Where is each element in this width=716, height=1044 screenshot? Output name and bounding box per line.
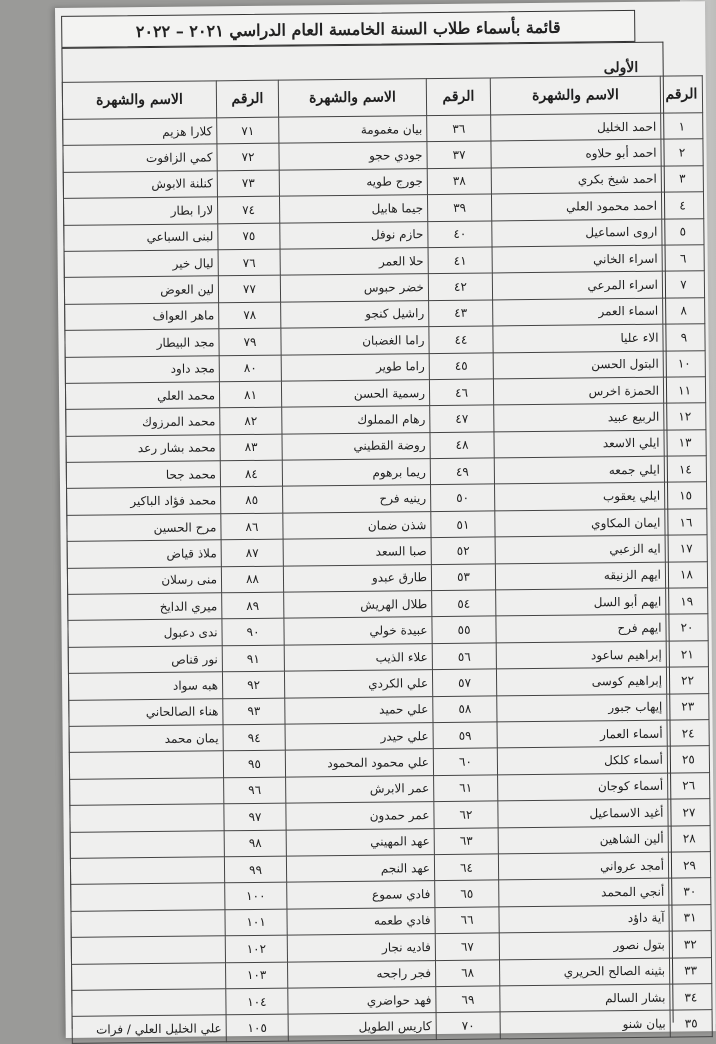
student-number: ٢٥ xyxy=(667,746,709,773)
student-name: محمد جحا xyxy=(66,461,220,489)
student-number: ٣٣ xyxy=(669,957,711,984)
student-number: ٩١ xyxy=(222,645,284,672)
student-number: ١٠٣ xyxy=(226,962,288,989)
student-name: عهد النجم xyxy=(286,855,434,883)
student-name: رينيه فرح xyxy=(283,485,431,513)
student-number: ٢ xyxy=(661,139,703,166)
student-number: ٨١ xyxy=(219,381,281,408)
student-name: ليال خير xyxy=(64,250,218,278)
student-number: ٣٦ xyxy=(427,115,491,142)
student-name xyxy=(69,751,223,779)
student-number: ٨٩ xyxy=(222,592,284,619)
student-number: ٣٧ xyxy=(427,141,491,168)
student-name: محمد المرزوك xyxy=(66,408,220,436)
student-name: محمد العلي xyxy=(65,382,219,410)
student-number: ٨٨ xyxy=(221,566,283,593)
student-name: رهام المملوك xyxy=(282,406,430,434)
student-name: فاديه نجار xyxy=(287,934,435,962)
document-sheet xyxy=(55,1,716,1038)
student-number: ٢١ xyxy=(666,641,708,668)
student-name: مجد داود xyxy=(65,355,219,383)
student-number: ٩٩ xyxy=(224,856,286,883)
student-name: شذن ضمان xyxy=(283,511,431,539)
student-number: ٦٤ xyxy=(434,854,498,881)
student-name: فادي طعمه xyxy=(287,907,435,935)
student-name: علي الكردي xyxy=(284,670,432,698)
student-number: ٤١ xyxy=(428,247,492,274)
student-name: ايهم الزنيقه xyxy=(495,562,665,590)
student-name: خضر حبوس xyxy=(280,274,428,302)
student-number: ٣٢ xyxy=(669,931,711,958)
student-name: علي حيدر xyxy=(285,723,433,751)
student-name: ايمان المكاوي xyxy=(495,509,665,537)
table-row xyxy=(72,1010,712,1043)
student-name: فهد حواضري xyxy=(288,986,436,1014)
student-name: أسماء كلكل xyxy=(497,747,667,775)
header-name: الاسم والشهرة xyxy=(62,81,216,120)
student-name xyxy=(70,804,224,832)
student-number: ١٠٥ xyxy=(226,1014,288,1041)
student-number: ٢٦ xyxy=(668,772,710,799)
student-number: ٣٨ xyxy=(427,168,491,195)
student-number: ٢٠ xyxy=(666,614,708,641)
student-number: ٣٩ xyxy=(427,194,491,221)
student-name: راشيل كنجو xyxy=(281,300,429,328)
student-number: ١٠ xyxy=(663,350,705,377)
student-name: لارا بطار xyxy=(63,197,217,225)
student-number: ١٠١ xyxy=(225,909,287,936)
student-number: ٢٣ xyxy=(667,693,709,720)
student-number: ٤٠ xyxy=(428,221,492,248)
student-number: ٤٩ xyxy=(430,458,494,485)
student-name: كاريس الطويل xyxy=(288,1013,436,1041)
student-number: ٧٢ xyxy=(217,144,279,171)
student-name xyxy=(70,778,224,806)
student-number: ٩٧ xyxy=(224,803,286,830)
student-name: جودي حجو xyxy=(279,142,427,170)
student-number: ٦ xyxy=(662,245,704,272)
student-name: يمان محمد xyxy=(69,725,223,753)
student-number: ٥١ xyxy=(431,511,495,538)
student-number: ٨٣ xyxy=(220,434,282,461)
student-number: ٦٨ xyxy=(435,959,499,986)
student-name: راما الغضبان xyxy=(281,327,429,355)
header-number: الرقم xyxy=(216,80,278,118)
student-name: احمد أبو حلاوه xyxy=(491,140,661,168)
student-name: إبراهيم ساعود xyxy=(496,641,666,669)
student-number: ٦٣ xyxy=(434,827,498,854)
student-number: ٧٣ xyxy=(217,170,279,197)
student-number: ٩ xyxy=(663,324,705,351)
student-number: ٨٠ xyxy=(219,355,281,382)
student-number: ٨٤ xyxy=(220,460,282,487)
student-name: بشار السالم xyxy=(500,984,670,1012)
student-name: عبيدة خولي xyxy=(284,617,432,645)
student-number: ٧٠ xyxy=(436,1012,500,1039)
student-name: منى رسلان xyxy=(67,566,221,594)
header-number: الرقم xyxy=(660,76,702,113)
header-name: الاسم والشهرة xyxy=(490,76,660,115)
student-name xyxy=(71,883,225,911)
student-number: ٨٢ xyxy=(220,407,282,434)
student-name: علاء الذيب xyxy=(284,643,432,671)
student-name: ندى دعبول xyxy=(68,619,222,647)
student-name: ألين الشاهين xyxy=(498,826,668,854)
student-number: ٦٥ xyxy=(435,880,499,907)
student-number: ١٠٢ xyxy=(225,935,287,962)
student-number: ٦٩ xyxy=(436,986,500,1013)
student-name: لبنى السباعي xyxy=(64,223,218,251)
student-name: اسماء العمر xyxy=(493,298,663,326)
student-number: ٢٨ xyxy=(668,825,710,852)
student-number: ١٠٤ xyxy=(226,988,288,1015)
student-name: صبا السعد xyxy=(283,538,431,566)
student-name: احمد محمود العلي xyxy=(491,192,661,220)
student-name: ايه الزعبي xyxy=(495,535,665,563)
student-name: كمي الزافوت xyxy=(63,144,217,172)
student-name: علي حميد xyxy=(285,696,433,724)
student-name: مجد البيطار xyxy=(65,329,219,357)
student-name: محمد بشار رعد xyxy=(66,434,220,462)
student-number: ٩٨ xyxy=(224,830,286,857)
student-number: ٧٧ xyxy=(218,275,280,302)
student-name: لين العوض xyxy=(64,276,218,304)
student-name xyxy=(72,989,226,1017)
document-title: قائمة بأسماء طلاب السنة الخامسة العام الدراسي ٢٠٢١ – ٢٠٢٢ xyxy=(61,10,635,48)
student-number: ١٣ xyxy=(664,429,706,456)
student-number: ٤ xyxy=(661,192,703,219)
student-number: ١٧ xyxy=(665,535,707,562)
student-name: بيان مغمومة xyxy=(279,116,427,144)
student-number: ٩٦ xyxy=(224,777,286,804)
student-number: ١ xyxy=(661,113,703,140)
student-name: نور قناص xyxy=(68,646,222,674)
student-name: أسماء العمار xyxy=(497,720,667,748)
student-number: ١٢ xyxy=(664,403,706,430)
student-name: اروى اسماعيل xyxy=(492,219,662,247)
student-number: ٥٣ xyxy=(431,564,495,591)
student-name: أمجد عرواني xyxy=(498,852,668,880)
student-name: مرح الحسين xyxy=(67,514,221,542)
student-number: ٤٢ xyxy=(428,273,492,300)
student-number: ٤٨ xyxy=(430,432,494,459)
section-label: الأولى xyxy=(603,59,639,77)
student-name: احمد شيخ بكري xyxy=(491,166,661,194)
student-number: ٥ xyxy=(662,218,704,245)
student-name: كلارا هزيم xyxy=(63,118,217,146)
student-number: ٨٧ xyxy=(221,539,283,566)
student-number: ٨٥ xyxy=(221,487,283,514)
student-name: راما طوير xyxy=(281,353,429,381)
student-name xyxy=(71,909,225,937)
student-number: ٣١ xyxy=(669,904,711,931)
student-number: ٥٤ xyxy=(432,590,496,617)
student-name: هبه سواد xyxy=(68,672,222,700)
student-name: اسراء الخاني xyxy=(492,245,662,273)
student-name: جيما هابيل xyxy=(279,195,427,223)
student-number: ٦٢ xyxy=(434,801,498,828)
student-number: ١٦ xyxy=(665,509,707,536)
student-number: ٧٤ xyxy=(217,196,279,223)
student-number: ٦١ xyxy=(434,775,498,802)
student-name: ايلي الاسعد xyxy=(494,430,664,458)
student-number: ٢٧ xyxy=(668,799,710,826)
student-name: الاء عليا xyxy=(493,324,663,352)
student-name: حازم نوفل xyxy=(280,221,428,249)
student-name: البتول الحسن xyxy=(493,351,663,379)
student-name: بثينه الصالح الحريري xyxy=(499,958,669,986)
student-name: بيان شنو xyxy=(500,1010,670,1038)
student-number: ١٠٠ xyxy=(225,882,287,909)
student-number: ٨ xyxy=(663,297,705,324)
student-name: كنلنة الابوش xyxy=(63,171,217,199)
student-name: طارق عبدو xyxy=(283,564,431,592)
student-name: ايلي جمعه xyxy=(494,456,664,484)
header-number: الرقم xyxy=(426,78,490,116)
student-number: ٦٦ xyxy=(435,907,499,934)
student-name: جورج طويه xyxy=(279,168,427,196)
student-name: ايهم أبو السل xyxy=(496,588,666,616)
student-number: ١٤ xyxy=(664,456,706,483)
student-number: ٣ xyxy=(661,166,703,193)
student-number: ٥٥ xyxy=(432,616,496,643)
student-name: أسماء كوجان xyxy=(498,773,668,801)
student-name: حلا العمر xyxy=(280,248,428,276)
student-number: ٣٤ xyxy=(670,984,712,1011)
student-name: رسمية الحسن xyxy=(281,380,429,408)
student-number: ١١ xyxy=(663,377,705,404)
student-number: ٣٠ xyxy=(669,878,711,905)
student-number: ٩٥ xyxy=(223,751,285,778)
student-number: ٢٩ xyxy=(668,852,710,879)
header-name: الاسم والشهرة xyxy=(278,79,426,118)
student-number: ٧٩ xyxy=(219,328,281,355)
student-number: ٤٣ xyxy=(429,300,493,327)
student-name: ايلي يعقوب xyxy=(495,483,665,511)
student-name: ميري الدايخ xyxy=(68,593,222,621)
student-name: فادي سموع xyxy=(287,881,435,909)
student-name: آية داؤد xyxy=(499,905,669,933)
student-list-table xyxy=(62,75,713,1043)
student-number: ٥٨ xyxy=(433,696,497,723)
student-name: عمر الابرش xyxy=(286,775,434,803)
student-name: عمر حمدون xyxy=(286,802,434,830)
student-name: احمد الخليل xyxy=(491,113,661,141)
student-number: ٥٠ xyxy=(431,484,495,511)
student-name: هناء الصالحاني xyxy=(69,698,223,726)
student-name: ماهر العواف xyxy=(65,303,219,331)
student-number: ٧٦ xyxy=(218,249,280,276)
student-number: ٣٥ xyxy=(670,1010,712,1037)
student-number: ١٩ xyxy=(666,588,708,615)
student-number: ٥٦ xyxy=(432,643,496,670)
student-number: ٥٢ xyxy=(431,537,495,564)
student-name: اسراء المرعي xyxy=(492,271,662,299)
student-number: ١٨ xyxy=(665,561,707,588)
student-name: إبراهيم كوسى xyxy=(496,667,666,695)
student-number: ٤٦ xyxy=(429,379,493,406)
student-number: ٤٧ xyxy=(430,405,494,432)
student-name: ريما برهوم xyxy=(282,459,430,487)
student-number: ٧٥ xyxy=(218,223,280,250)
student-number: ٧٨ xyxy=(219,302,281,329)
student-name: إيهاب جبور xyxy=(497,694,667,722)
student-name: فجر راجحه xyxy=(287,960,435,988)
student-name xyxy=(70,857,224,885)
student-name: علي الخليل العلي / فرات xyxy=(72,1015,226,1043)
student-name: محمد فؤاد الباكير xyxy=(67,487,221,515)
student-number: ٧ xyxy=(662,271,704,298)
student-number: ٥٩ xyxy=(433,722,497,749)
student-number: ٤٥ xyxy=(429,352,493,379)
student-number: ٤٤ xyxy=(429,326,493,353)
student-number: ٧١ xyxy=(217,117,279,144)
student-name: بتول نصور xyxy=(499,931,669,959)
student-number: ١٥ xyxy=(665,482,707,509)
student-name: عهد المهيني xyxy=(286,828,434,856)
student-number: ٢٢ xyxy=(666,667,708,694)
student-number: ٩٠ xyxy=(222,619,284,646)
student-number: ٥٧ xyxy=(432,669,496,696)
student-name: الربيع عبيد xyxy=(494,403,664,431)
student-name: الحمزة اخرس xyxy=(493,377,663,405)
student-number: ٩٤ xyxy=(223,724,285,751)
student-number: ٩٣ xyxy=(223,698,285,725)
student-name: ملاذ قياض xyxy=(67,540,221,568)
student-name xyxy=(72,962,226,990)
student-number: ٢٤ xyxy=(667,720,709,747)
student-number: ٨٦ xyxy=(221,513,283,540)
student-name: أغيد الاسماعيل xyxy=(498,799,668,827)
student-number: ٦٧ xyxy=(435,933,499,960)
student-name: روضة القطيني xyxy=(282,432,430,460)
student-name: أنجي المحمد xyxy=(499,878,669,906)
student-number: ٩٢ xyxy=(222,671,284,698)
student-number: ٦٠ xyxy=(433,748,497,775)
student-name: علي محمود المحمود xyxy=(285,749,433,777)
student-name xyxy=(71,936,225,964)
student-name: ايهم فرح xyxy=(496,615,666,643)
student-name xyxy=(70,830,224,858)
student-name: طلال الهريش xyxy=(284,591,432,619)
